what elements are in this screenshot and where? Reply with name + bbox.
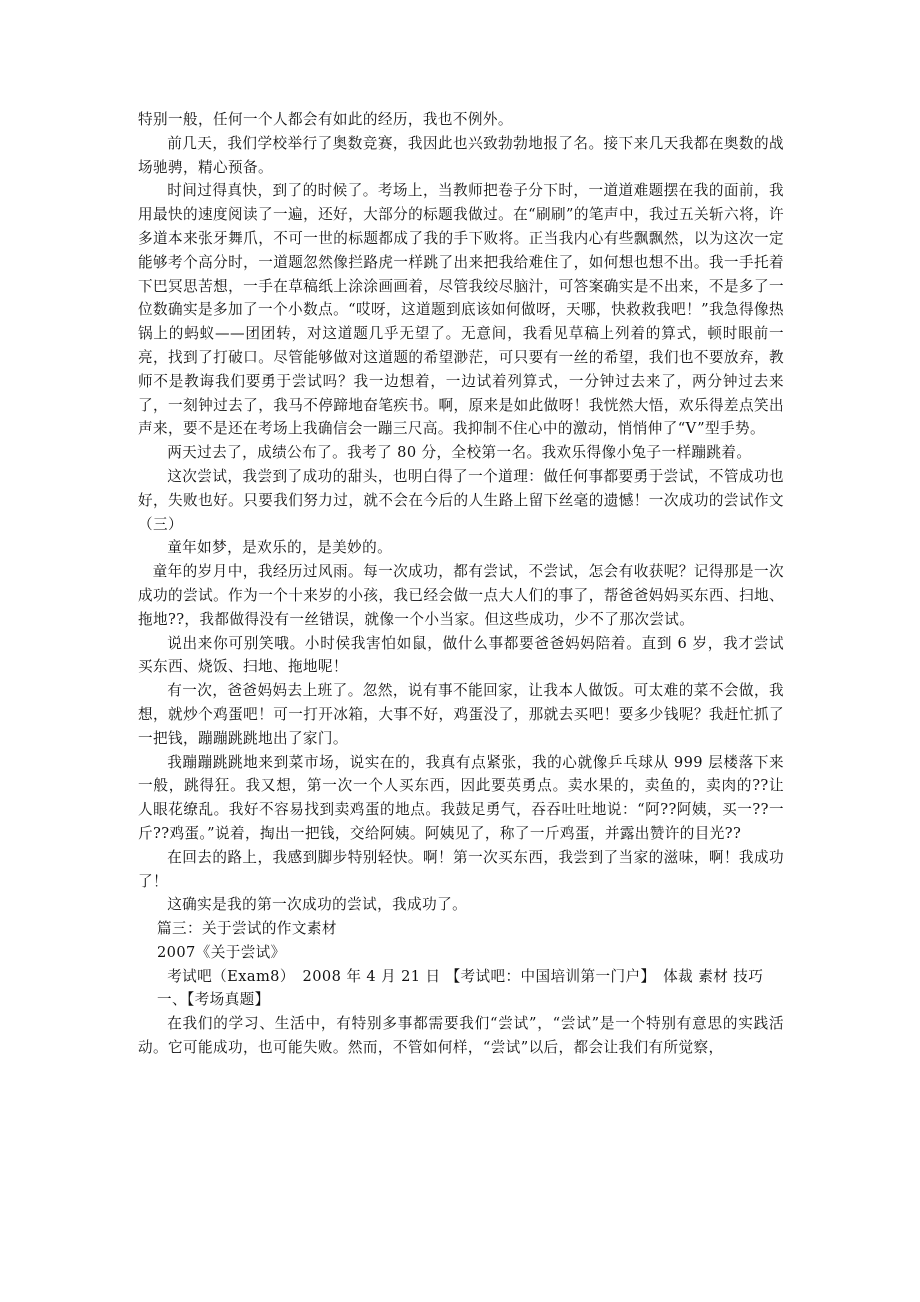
paragraph-10: 我蹦蹦跳跳地来到菜市场，说实在的，我真有点紧张，我的心就像乒乓球从 999 层楼落下来一般，跳得狂。我又想，第一次一个人买东西，因此要英勇点。卖水果的，卖鱼的，卖肉的??让人眼花缭乱。我好不容易找到卖鸡蛋的地点。我鼓足勇气，吞吞吐吐地说：“阿??阿姨，买一??一斤??鸡蛋。”说着，掏出一把钱，交给阿姨。阿姨见了，称了一斤鸡蛋，并露出赞许的目光?? [138,753,784,842]
paragraph-11: 在回去的路上，我感到脚步特别轻快。啊！第一次买东西，我尝到了当家的滋味，啊！我成功了！ [138,848,784,890]
paragraph-5: 这次尝试，我尝到了成功的甜头，也明白得了一个道理：做任何事都要勇于尝试，不管成功也好，失败也好。只要我们努力过，就不会在今后的人生路上留下丝毫的遗憾！一次成功的尝试作文（三） [138,467,784,533]
paragraph-8: 说出来你可别笑哦。小时侯我害怕如鼠，做什么事都要爸爸妈妈陪着。直到 6 岁，我才尝试买东西、烧饭、扫地、拖地呢！ [138,634,784,676]
paragraph-6: 童年如梦，是欢乐的，是美妙的。 [167,539,393,557]
paragraph-12: 这确实是我的第一次成功的尝试，我成功了。 [167,896,468,914]
paragraph-3: 时间过得真快，到了的时候了。考场上，当教师把卷子分下时，一道道难题摆在我的面前，我用最快的速度阅读了一遍，还好，大部分的标题我做过。在“刷刷”的笔声中，我过五关斩六将，许多道本来张牙舞爪，不可一世的标题都成了我的手下败将。正当我内心有些飘飘然，以为这次一定能够考个高分时，一道题忽然像拦路虎一样跳了出来把我给难住了，如何想也想不出。我一手托着下巴冥思苦想，一手在草稿纸上涂涂画画着，尽管我绞尽脑汁，可答案确实是不出来，不是多了一位数确实是多加了一个小数点。“哎呀，这道题到底该如何做呀，天哪，快救救我吧！”我急得像热锅上的蚂蚁——团团转，对这道题几乎无望了。无意间，我看见草稿上列着的算式，顿时眼前一亮，找到了打破口。尽管能够做对这道题的希望渺茫，可只要有一丝的希望，我们也不要放弃，教师不是教诲我们要勇于尝试吗？我一边想着，一边试着列算式，一分钟过去来了，两分钟过去来了，一刻钟过去了，我马不停蹄地奋笔疾书。啊，原来是如此做呀！我恍然大悟，欢乐得差点笑出声来，要不是还在考场上我确信会一蹦三尺高。我抑制不住心中的激动，悄悄伸了“V”型手势。 [138,182,784,438]
source-line: 考试吧（Exam8） 2008 年 4 月 21 日 【考试吧：中国培训第一门户】 体裁 素材 技巧 [167,967,764,985]
paragraph-4: 两天过去了，成绩公布了。我考了 80 分，全校第一名。我欢乐得像小兔子一样蹦跳着。 [167,444,752,462]
paragraph-2: 前几天，我们学校举行了奥数竞赛，我因此也兴致勃勃地报了名。接下来几天我都在奥数的战场驰骋，精心预备。 [138,134,784,176]
document-body [138,108,784,1060]
paragraph-17: 在我们的学习、生活中，有特别多事都需要我们“尝试”，“尝试”是一个特别有意思的实践活动。它可能成功，也可能失败。然而，不管如何样，“尝试”以后，都会让我们有所觉察， [138,1015,784,1057]
section-heading-3: 篇三：关于尝试的作文素材 [156,920,337,938]
subsection-heading: 一、【考场真题】 [156,991,270,1009]
section-subtitle: 2007《关于尝试》 [156,943,286,961]
paragraph-9: 有一次，爸爸妈妈去上班了。忽然，说有事不能回家，让我本人做饭。可太难的菜不会做，我想，就炒个鸡蛋吧！可一打开冰箱，大事不好，鸡蛋没了，那就去买吧！要多少钱呢？我赶忙抓了一把钱，蹦蹦跳跳地出了家门。 [138,682,784,747]
paragraph-7: 童年的岁月中，我经历过风雨。每一次成功，都有尝试，不尝试，怎会有收获呢？记得那是一次成功的尝试。作为一个十来岁的小孩，我已经会做一点大人们的事了，帮爸爸妈妈买东西、扫地、拖地??，我都做得没有一丝错误，就像一个小当家。但这些成功，少不了那次尝试。 [138,563,784,628]
paragraph-1: 特别一般，任何一个人都会有如此的经历，我也不例外。 [138,111,513,128]
